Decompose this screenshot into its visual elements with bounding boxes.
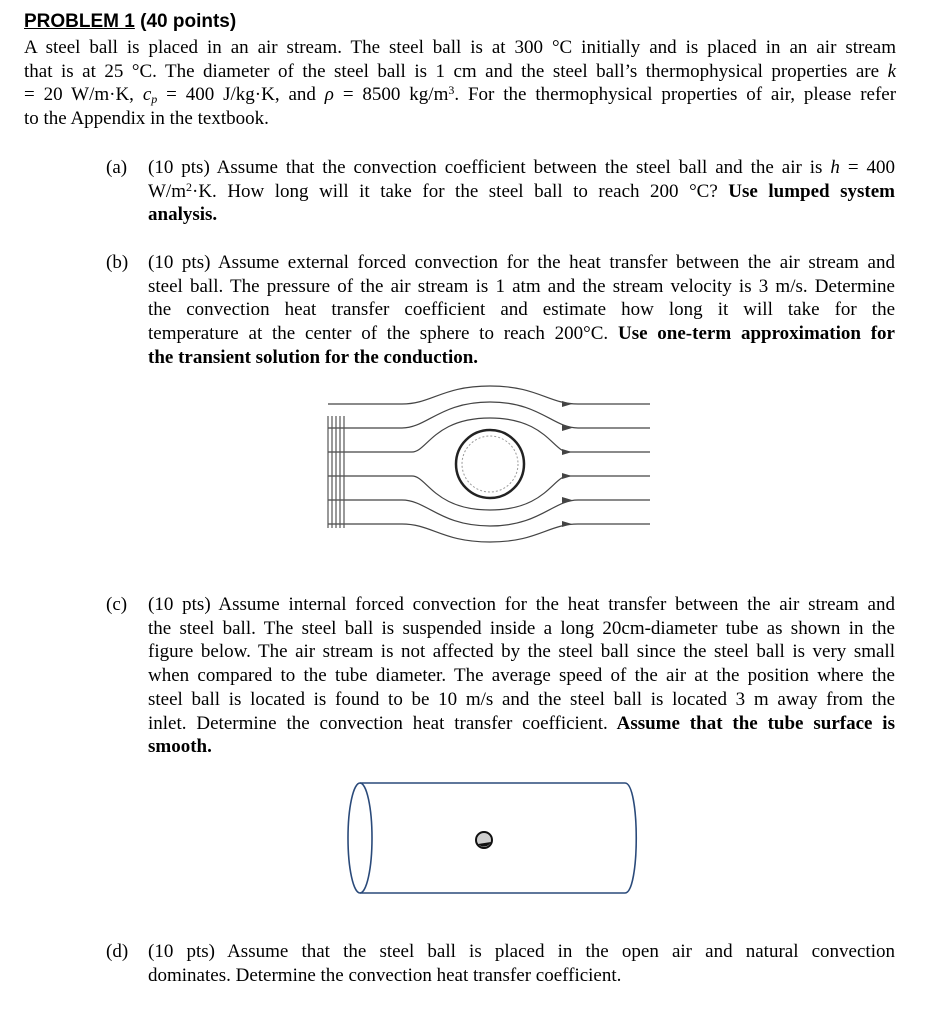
streamline-1 [328, 386, 650, 404]
problem-title [24, 10, 236, 34]
steel-ball-sphere [456, 430, 524, 498]
part-d [106, 940, 896, 990]
intro-line-3: = 20 W/m·K, $c_p = 400$ J/kg·K, and ρ = 8500 $kg/m^3$. For the thermophysical properties of air, please refer [24, 83, 897, 107]
intro-line-1: A steel ball is placed in an air stream. The steel ball is at 300 °C initially and is placed in an air stream [24, 37, 896, 58]
arrow-head-1 [562, 401, 572, 407]
part-b-line-5: the transient solution for the conduction. [148, 346, 479, 368]
tube-figure [340, 778, 640, 902]
part-b-line-4: temperature at the center of the sphere to reach 200°C. Use one-term approximation for [148, 323, 895, 345]
part-b-line-3: the convection heat transfer coefficient and estimate how long it will take for the [148, 299, 895, 321]
symbol-cp: $c_p$ [142, 84, 158, 107]
part-d-line-2: dominates. Determine the convection heat transfer coefficient. [148, 964, 622, 986]
part-c-line-7: smooth. [148, 736, 212, 758]
part-c-line-3: figure below. The air stream is not affected by the steel ball since the steel ball is very small [148, 641, 895, 663]
part-a-label: (a) [106, 157, 128, 178]
intro-line-4: to the Appendix in the textbook. [24, 108, 269, 130]
part-d-label: (d) [106, 941, 129, 962]
part-c-line-1: (10 pts) Assume internal forced convection for the heat transfer between the air stream and [148, 594, 895, 615]
streamline-5 [328, 500, 650, 526]
part-c-line-2: the steel ball. The steel ball is suspended inside a long 20cm-diameter tube as shown in the [148, 617, 895, 639]
part-b-line-1: (10 pts) Assume external forced convection for the heat transfer between the air stream and [148, 252, 895, 273]
flow-around-sphere-figure [322, 380, 654, 556]
problem-number: PROBLEM 1 [24, 11, 135, 32]
symbol-k: k [887, 60, 897, 82]
part-b [106, 251, 896, 371]
part-c [106, 593, 896, 763]
part-a [106, 156, 896, 230]
tube-outlet-arc [625, 783, 636, 893]
part-a-line-1: (10 pts) Assume that the convection coefficient between the steel ball and the air is h = 400 [148, 157, 895, 178]
problem-statement [24, 36, 896, 131]
part-c-label: (c) [106, 594, 128, 615]
part-b-label: (b) [106, 252, 129, 273]
arrow-head-3 [562, 449, 572, 455]
tube-inlet-ellipse [348, 783, 372, 893]
streamline-6 [328, 524, 650, 542]
part-c-line-5: steel ball is located is found to be 10 m/s and the steel ball is located 3 m away from the [148, 688, 895, 710]
arrow-head-4 [562, 473, 572, 479]
problem-points: (40 points) [134, 11, 237, 32]
part-d-line-1: (10 pts) Assume that the steel ball is placed in the open air and natural convection [148, 941, 895, 962]
part-a-line-3: analysis. [148, 204, 218, 226]
part-c-line-4: when compared to the tube diameter. The average speed of the air at the position where the [148, 665, 895, 687]
streamline-2 [328, 402, 650, 428]
part-b-line-2: steel ball. The pressure of the air stream is 1 atm and the stream velocity is 3 m/s. Determine [148, 275, 895, 297]
arrow-head-6 [562, 521, 572, 527]
part-c-line-6: inlet. Determine the convection heat transfer coefficient. Assume that the tube surface is [148, 712, 895, 734]
part-a-line-2: $W/m^2\cdot K$. How long will it take for the steel ball to reach 200 °C? Use lumped system [148, 179, 895, 202]
symbol-rho: ρ [324, 84, 334, 106]
intro-line-2: that is at 25 °C. The diameter of the steel ball is 1 cm and the steel ball’s thermophysical properties are k [24, 60, 897, 82]
